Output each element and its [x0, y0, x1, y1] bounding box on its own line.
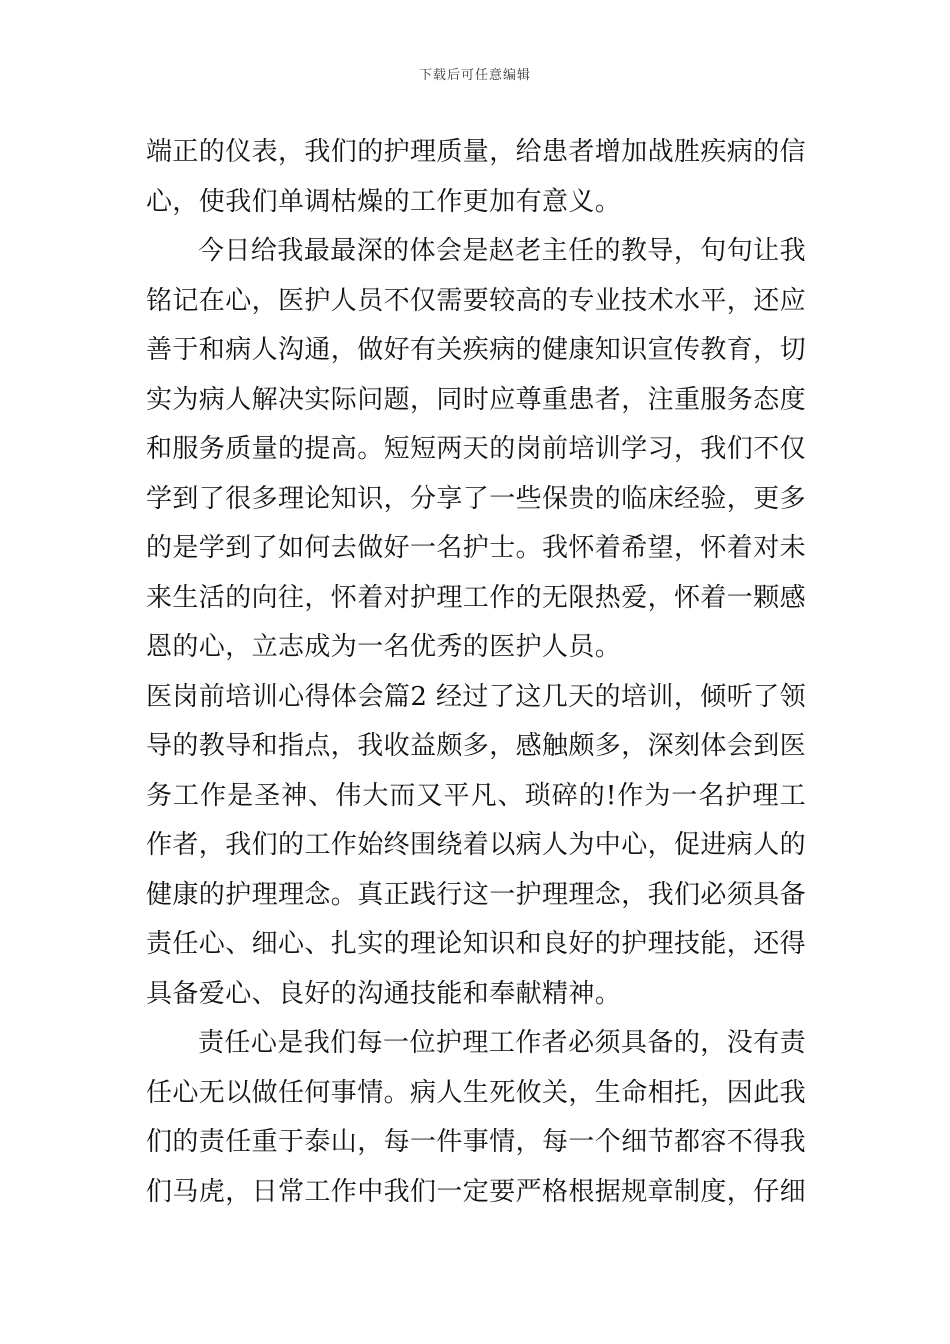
paragraph-2: 今日给我最最深的体会是赵老主任的教导，句句让我铭记在心，医护人员不仅需要较高的专业技术水平，还应善于和病人沟通，做好有关疾病的健康知识宣传教育，切实为病人解决实际问题，同时应尊重患者，注重服务态度和服务质量的提高。短短两天的岗前培训学习，我们不仅学到了很多理论知识，分享了一些保贵的临床经验，更多的是学到了如何去做好一名护士。我怀着希望，怀着对未来生活的向往，怀着对护理工作的无限热爱，怀着一颗感恩的心，立志成为一名优秀的医护人员。: [146, 236, 807, 662]
heading-gap: [427, 682, 436, 712]
paragraph-1: 端正的仪表，我们的护理质量，给患者增加战胜疾病的信心，使我们单调枯燥的工作更加有意义。: [146, 137, 807, 217]
paragraph-3: [146, 673, 806, 1020]
document-body: [146, 128, 806, 1217]
paragraph-3-text: 经过了这几天的培训，倾听了领导的教导和指点，我收益颇多，感触颇多，深刻体会到医务工作是圣神、伟大而又平凡、琐碎的!作为一名护理工作者，我们的工作始终围绕着以病人为中心，促进病人的健康的护理理念。真正践行这一护理理念，我们必须具备责任心、细心、扎实的理论知识和良好的护理技能，还得具备爱心、良好的沟通技能和奉献精神。: [146, 681, 807, 1009]
page-header: 下载后可任意编辑: [418, 68, 531, 83]
paragraph-4: 责任心是我们每一位护理工作者必须具备的，没有责任心无以做任何事情。病人生死攸关，生命相托，因此我们的责任重于泰山，每一件事情，每一个细节都容不得我们马虎，日常工作中我们一定要严格根据规章制度，仔细: [146, 1028, 807, 1207]
section-heading: 医岗前培训心得体会篇2: [146, 681, 428, 712]
